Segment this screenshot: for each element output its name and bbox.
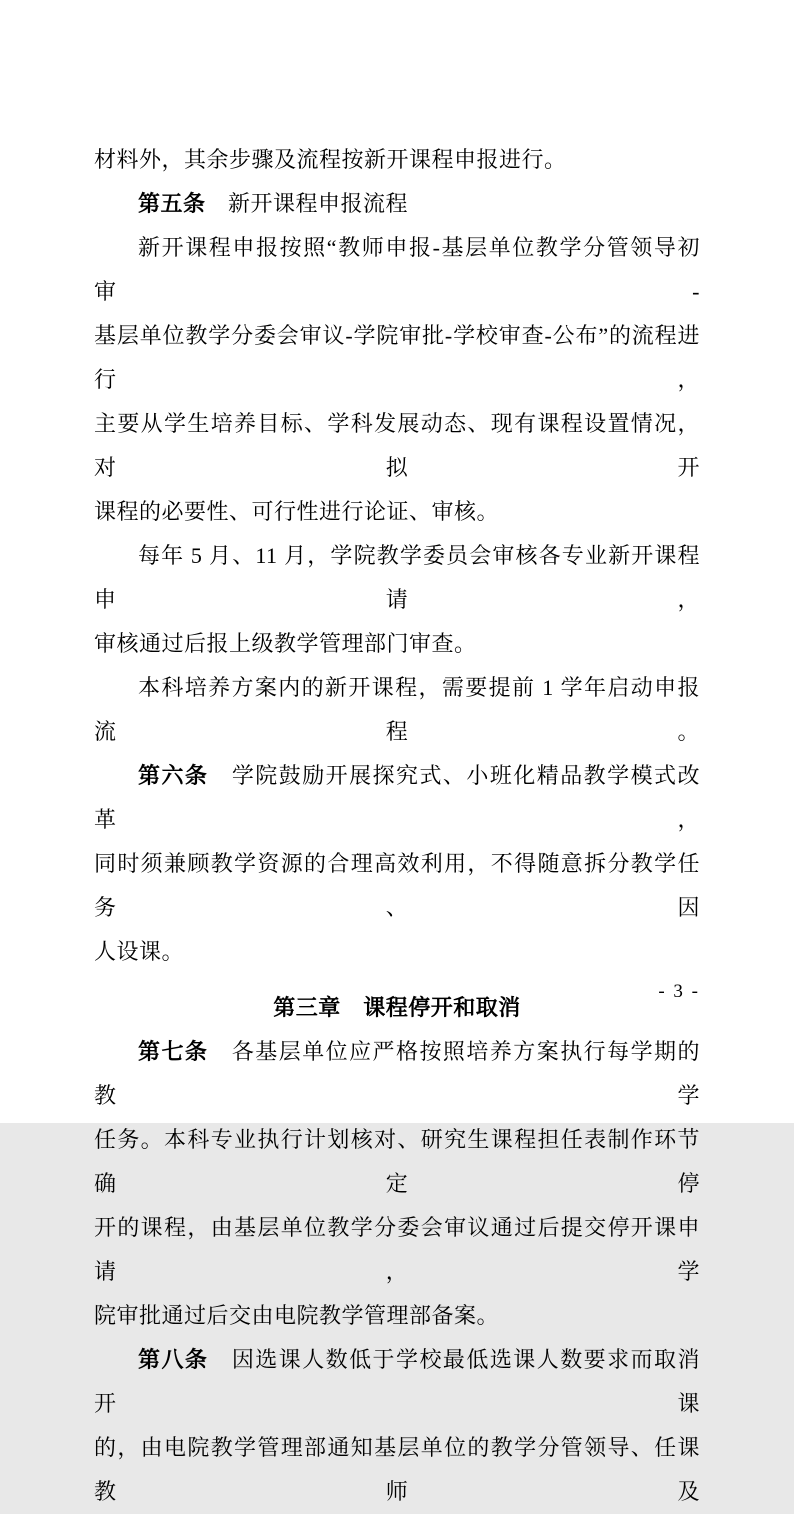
clause-6-title-line: [94, 754, 700, 842]
text-run: 本科培养方案内的新开课程，需要提前 1 学年启动申报流程。: [94, 675, 700, 744]
text-line: [94, 490, 700, 534]
chapter-heading: [94, 986, 700, 1030]
text-run: 院审批通过后交由电院教学管理部备案。: [94, 1303, 500, 1328]
text-line: [94, 930, 700, 974]
text-run: 基层单位教学分委会审议-学院审批-学校审查-公布”的流程进行，: [94, 323, 700, 392]
text-run: 因选课人数低于学校最低选课人数要求而取消开课: [94, 1347, 700, 1416]
text-run: 开的课程，由基层单位教学分委会审议通过后提交停开课申请，学: [94, 1215, 700, 1284]
clause-8-title-line: [94, 1338, 700, 1426]
text-line: [94, 402, 700, 490]
text-run: 学院鼓励开展探究式、小班化精品教学模式改革，: [94, 763, 700, 832]
bold-label: 第三章 课程停开和取消: [273, 995, 521, 1020]
bold-label: 第五条: [138, 191, 206, 216]
page-number: - 3 -: [658, 981, 700, 1002]
text-run: 课程的必要性、可行性进行论证、审核。: [94, 499, 500, 524]
text-run: 任务。本科专业执行计划核对、研究生课程担任表制作环节确定停: [94, 1127, 700, 1196]
clause-5-title-line: [94, 182, 700, 226]
text-line: [94, 226, 700, 314]
text-line: [94, 1426, 700, 1514]
clause-7-title-line: [94, 1030, 700, 1118]
text-line: [94, 1206, 700, 1294]
text-run: 人设课。: [94, 939, 185, 964]
text-run: 每年 5 月、11 月，学院教学委员会审核各专业新开课程申请，: [94, 543, 700, 612]
bold-label: 第八条: [138, 1347, 209, 1372]
text-run: 新开课程申报按照“教师申报-基层单位教学分管领导初审-: [94, 235, 700, 304]
text-run: 各基层单位应严格按照培养方案执行每学期的教学: [94, 1039, 700, 1108]
text-line: [94, 1294, 700, 1338]
text-run: 新开课程申报流程: [205, 191, 409, 216]
text-run: 材料外，其余步骤及流程按新开课程申报进行。: [94, 147, 567, 172]
text-line: [94, 534, 700, 622]
text-line: [94, 622, 700, 666]
text-run: 主要从学生培养目标、学科发展动态、现有课程设置情况，对拟开: [94, 411, 700, 480]
text-run: 审核通过后报上级教学管理部门审查。: [94, 631, 477, 656]
text-line: [94, 1118, 700, 1206]
text-line: [94, 666, 700, 754]
bold-label: 第七条: [138, 1039, 209, 1064]
text-line: [94, 842, 700, 930]
text-line: [94, 314, 700, 402]
para-continuation-line: [94, 138, 700, 182]
text-run: 的，由电院教学管理部通知基层单位的教学分管领导、任课教师及: [94, 1435, 700, 1504]
document-body: [94, 138, 700, 1514]
bold-label: 第六条: [138, 763, 209, 788]
text-run: 同时须兼顾教学资源的合理高效利用，不得随意拆分教学任务、因: [94, 851, 700, 920]
